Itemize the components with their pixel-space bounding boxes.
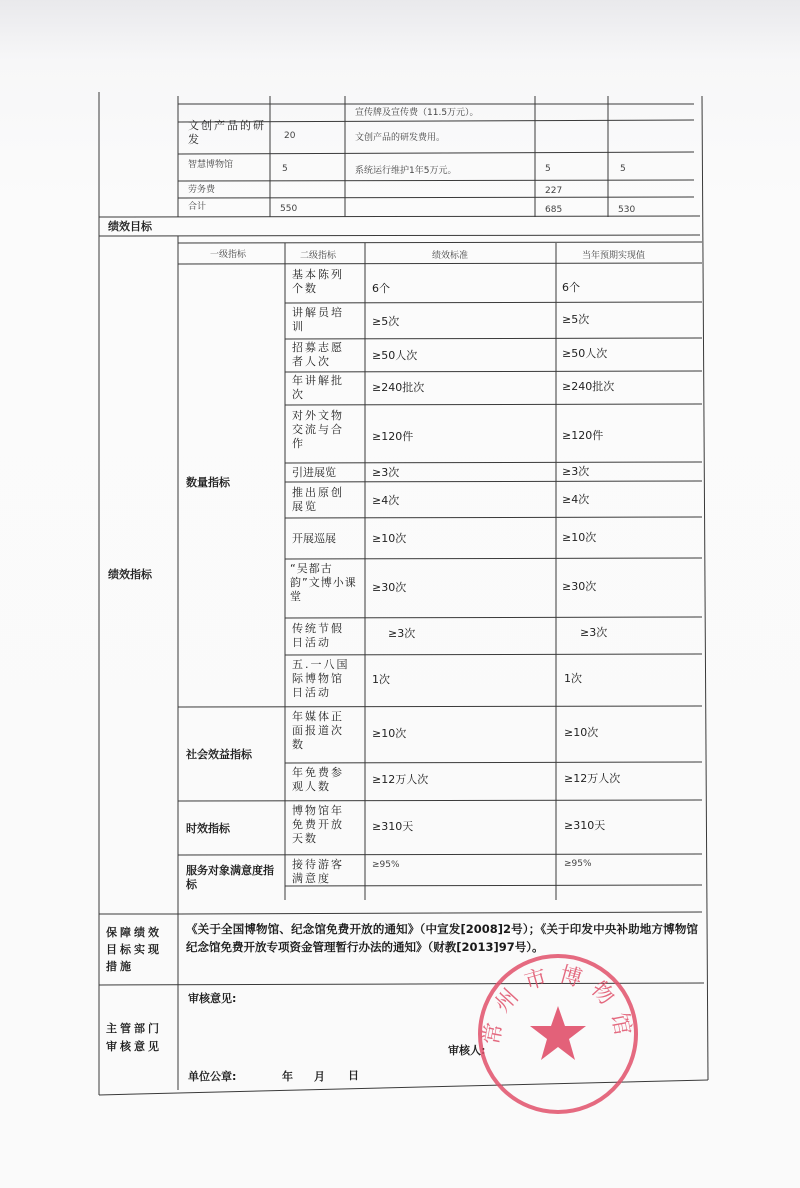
indicator-name: 开展巡展 bbox=[292, 532, 336, 545]
star-icon bbox=[530, 1006, 586, 1060]
budget-v2-4: 530 bbox=[618, 205, 636, 215]
review-opinion: 审核意见: bbox=[188, 992, 237, 1005]
budget-amount-1: 20 bbox=[284, 131, 296, 141]
indicator-standard: ≥310天 bbox=[372, 820, 414, 833]
indicator-standard: ≥4次 bbox=[372, 494, 400, 507]
indicator-name: 引进展览 bbox=[292, 466, 336, 479]
indicator-standard: ≥120件 bbox=[372, 430, 414, 443]
group-name-satisfaction: 服务对象满意度指标 bbox=[186, 864, 274, 891]
seal-month: 月 bbox=[314, 1070, 325, 1083]
reviewer-label: 审核人: bbox=[448, 1044, 486, 1057]
goal-label: 绩效目标 bbox=[108, 220, 152, 233]
seal-year: 年 bbox=[282, 1070, 293, 1083]
budget-v2-2: 5 bbox=[620, 164, 626, 174]
budget-amount-4: 550 bbox=[280, 204, 298, 214]
budget-v1-2: 5 bbox=[545, 164, 551, 174]
group-name-social: 社会效益指标 bbox=[186, 748, 252, 761]
indicator-expected: ≥10次 bbox=[564, 726, 599, 739]
indicator-name: 接待游客满意度 bbox=[292, 858, 344, 885]
indicator-expected: ≥5次 bbox=[562, 313, 590, 326]
budget-item-2: 智慧博物馆 bbox=[188, 160, 234, 170]
indicator-name: “吴都古韵”文博小课堂 bbox=[290, 562, 357, 603]
guarantee-label: 保障绩效目标实现措施 bbox=[106, 926, 162, 973]
indicator-standard: ≥12万人次 bbox=[372, 773, 429, 786]
indicator-expected: ≥3次 bbox=[580, 626, 608, 639]
header-level1: 一级指标 bbox=[210, 250, 247, 260]
indicator-expected: ≥310天 bbox=[564, 819, 606, 832]
indicator-name: 对外文物交流与合作 bbox=[292, 409, 344, 450]
indicator-expected: ≥240批次 bbox=[562, 380, 615, 393]
indicator-name: 招募志愿者人次 bbox=[292, 341, 344, 368]
indicator-standard: ≥10次 bbox=[372, 532, 407, 545]
seal-label: 单位公章: bbox=[188, 1070, 237, 1083]
seal-day: 日 bbox=[348, 1069, 359, 1082]
header-standard: 绩效标准 bbox=[432, 251, 469, 261]
budget-desc-1: 文创产品的研发费用。 bbox=[355, 133, 446, 143]
budget-amount-2: 5 bbox=[282, 164, 288, 174]
indicator-standard: 6个 bbox=[372, 282, 390, 295]
indicator-standard: ≥3次 bbox=[372, 466, 400, 479]
indicator-expected: 1次 bbox=[564, 672, 582, 685]
stamp-text: 常州市博物馆 bbox=[479, 962, 637, 1047]
indicator-name: 五.一八国际博物馆日活动 bbox=[292, 658, 350, 699]
header-level2: 二级指标 bbox=[300, 251, 337, 261]
indicator-standard: ≥30次 bbox=[372, 581, 407, 594]
header-expected: 当年预期实现值 bbox=[582, 251, 646, 261]
indicator-name: 年媒体正面报道次数 bbox=[292, 710, 344, 751]
indicator-standard: ≥50人次 bbox=[372, 349, 418, 362]
indicator-expected: ≥120件 bbox=[562, 429, 604, 442]
indicator-standard: ≥5次 bbox=[372, 315, 400, 328]
indicator-name: 年免费参观人数 bbox=[292, 766, 344, 793]
group-name-quantity: 数量指标 bbox=[186, 476, 230, 489]
review-label: 主管部门审核意见 bbox=[106, 1022, 162, 1053]
indicator-standard: ≥3次 bbox=[388, 627, 416, 640]
budget-item-4: 合计 bbox=[188, 202, 207, 212]
indicator-name: 基本陈列个数 bbox=[292, 268, 344, 295]
indicator-name: 推出原创展览 bbox=[292, 486, 344, 513]
indicator-expected: ≥50人次 bbox=[562, 347, 608, 360]
indicator-standard: ≥240批次 bbox=[372, 381, 425, 394]
group-name-timeliness: 时效指标 bbox=[186, 822, 230, 835]
indicator-name: 讲解员培训 bbox=[292, 306, 344, 333]
indicator-expected: ≥4次 bbox=[562, 493, 590, 506]
budget-v1-4: 685 bbox=[545, 205, 563, 215]
indicator-label: 绩效指标 bbox=[108, 568, 152, 581]
indicator-expected: ≥30次 bbox=[562, 580, 597, 593]
budget-desc-0: 宣传牌及宣传费（11.5万元）。 bbox=[355, 108, 479, 118]
indicator-expected: ≥95% bbox=[564, 859, 592, 869]
indicator-expected: 6个 bbox=[562, 281, 580, 294]
indicator-expected: ≥3次 bbox=[562, 465, 590, 478]
indicator-name: 传统节假日活动 bbox=[292, 622, 344, 649]
official-stamp bbox=[474, 950, 642, 1118]
indicator-name: 博物馆年免费开放天数 bbox=[292, 804, 344, 845]
indicator-standard: ≥10次 bbox=[372, 727, 407, 740]
budget-desc-2: 系统运行维护1年5万元。 bbox=[355, 166, 457, 176]
budget-v1-3: 227 bbox=[545, 186, 563, 196]
indicator-standard: ≥95% bbox=[372, 860, 400, 870]
budget-item-1: 文创产品的研发 bbox=[188, 119, 266, 146]
budget-item-3: 劳务费 bbox=[188, 185, 216, 195]
indicator-standard: 1次 bbox=[372, 673, 390, 686]
indicator-expected: ≥12万人次 bbox=[564, 772, 621, 785]
indicator-name: 年讲解批次 bbox=[292, 374, 344, 401]
indicator-expected: ≥10次 bbox=[562, 531, 597, 544]
guarantee-text: 《关于全国博物馆、纪念馆免费开放的通知》（中宣发[2008]2号）；《关于印发中央补助地方博物馆纪念馆免费开放专项资金管理暂行办法的通知》（财教[2013]97号）。 bbox=[186, 922, 698, 954]
